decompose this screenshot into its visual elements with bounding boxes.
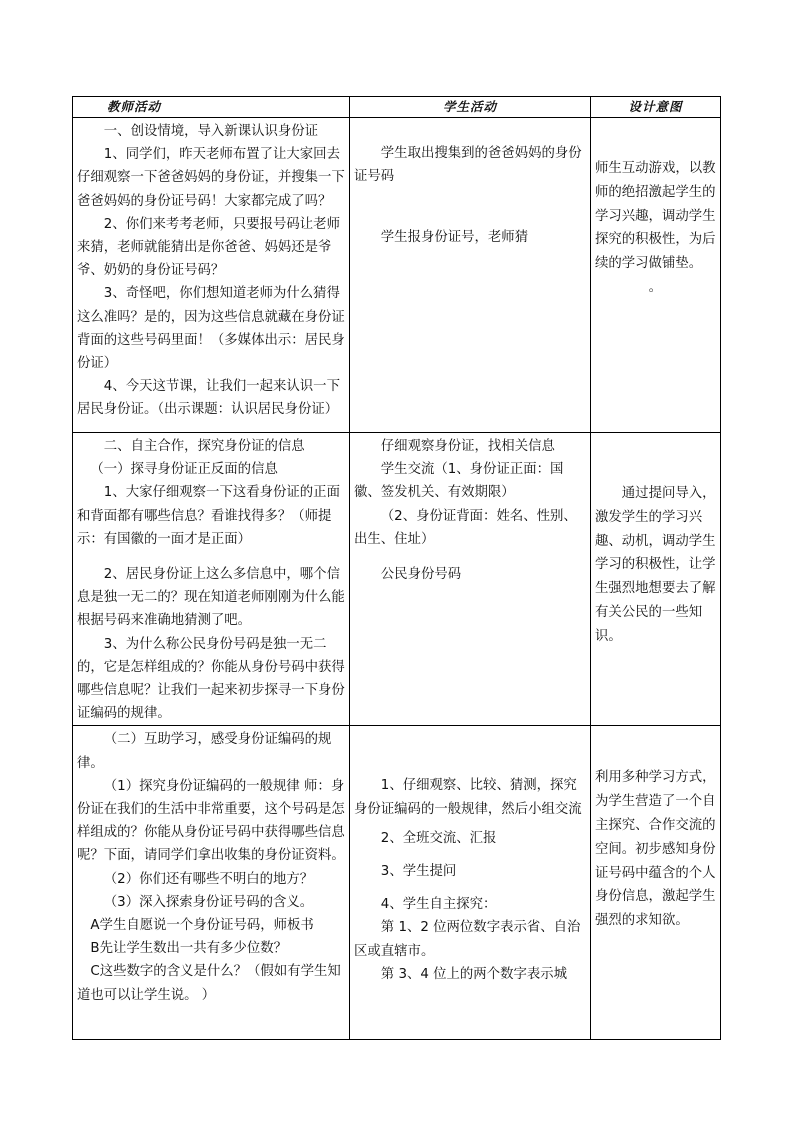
paragraph: 公民身份号码: [380, 567, 462, 583]
student-cell: [350, 118, 591, 433]
intent-cell: [591, 118, 721, 433]
student-cell: [350, 726, 591, 1040]
teacher-cell: [73, 726, 350, 1040]
paragraph: 通过提问导入，激发学生的学习兴趣、动机，调动学生学习的积极性，让学生强烈地想要去了解有关公民的一些知识。: [595, 486, 716, 644]
paragraph: （3）深入探索身份证号码的含义。: [103, 894, 314, 910]
student-cell: [350, 433, 591, 726]
paragraph: 3、奇怪吧，你们想知道老师为什么猜得这么准吗？是的，因为这些信息就藏在身份证背面的这些号码里面！（多媒体出示：居民身份证）: [77, 286, 345, 372]
paragraph: 学生取出搜集到的爸爸妈妈的身份证号码: [354, 146, 582, 185]
header-teacher-activity: 教师活动: [73, 97, 350, 118]
paragraph: 学生报身份证号，老师猜: [380, 230, 529, 246]
table-row: [73, 118, 721, 433]
teacher-cell: [73, 118, 350, 433]
paragraph: A学生自愿说一个身份证号码，师板书: [90, 918, 314, 934]
section-heading: 二、自主合作，探究身份证的信息: [103, 439, 305, 454]
subsection-heading: （一）探寻身份证正反面的信息: [90, 462, 278, 478]
paragraph: 2、你们来考考老师，只要报号码让老师来猜，老师就能猜出是你爸爸、妈妈还是爷爷、奶奶的身份证号码？: [77, 216, 340, 279]
paragraph: C这些数字的含义是什么？（假如有学生知道也可以让学生说。 ）: [77, 964, 341, 1003]
paragraph: 4、学生自主探究：: [380, 897, 497, 913]
paragraph: 3、学生提问: [380, 864, 457, 880]
intent-cell: [591, 726, 721, 1040]
paragraph: 4、今天这节课，让我们一起来认识一下居民身份证。（出示课题：认识居民身份证）: [77, 379, 340, 418]
paragraph: 3、为什么称公民身份号码是独一无二的，它是怎样组成的？你能从身份号码中获得哪些信息呢？让我们一起来初步探寻一下身份证编码的规律。: [77, 636, 345, 722]
paragraph: 利用多种学习方式，为学生营造了一个自主探究、合作交流的空间。初步感知身份证号码中蕴含的个人身份信息，激起学生强烈的求知欲。: [595, 770, 716, 929]
paragraph: 1、同学们，昨天老师布置了让大家回去仔细观察一下爸爸妈妈的身份证，并搜集一下爸爸妈妈的身份证号码！大家都完成了吗？: [77, 147, 345, 209]
paragraph: B先让学生数出一共有多少位数？: [90, 941, 288, 957]
lesson-plan-table: [72, 96, 721, 1040]
table-row: [73, 433, 721, 726]
section-heading: 一、创设情境，导入新课认识身份证: [103, 124, 319, 139]
paragraph: 2、居民身份证上这么多信息中，哪个信息是独一无二的？现在知道老师刚刚为什么能根据号码来准确地猜测了吧。: [77, 567, 345, 629]
paragraph: 1、仔细观察、比较、猜测，探究身份证编码的一般规律，然后小组交流: [354, 778, 582, 817]
paragraph: 第 3、4 位上的两个数字表示城: [380, 966, 568, 982]
paragraph: 。: [648, 279, 662, 295]
teacher-cell: [73, 433, 350, 726]
paragraph: （2、身份证背面：姓名、性别、出生、住址）: [354, 508, 577, 547]
header-student-activity: 学生活动: [350, 97, 591, 118]
header-design-intent: 设计意图: [591, 97, 721, 118]
paragraph: 2、全班交流、汇报: [380, 830, 497, 846]
paragraph: 第 1、2 位两位数字表示省、自治区或直辖市。: [354, 920, 581, 959]
intent-cell: [591, 433, 721, 726]
paragraph: 学生交流（1、身份证正面：国徽、签发机关、有效期限）: [354, 462, 564, 501]
paragraph: 仔细观察身份证，找相关信息: [380, 439, 555, 454]
table-header-row: [73, 97, 721, 118]
paragraph: 师生互动游戏，以教师的绝招激起学生的学习兴趣，调动学生探究的积极性，为后续的学习做铺垫。: [595, 161, 716, 272]
subsection-heading: （二）互助学习，感受身份证编码的规律。: [77, 732, 332, 771]
paragraph: （2）你们还有哪些不明白的地方？: [103, 871, 314, 887]
paragraph: 1、大家仔细观察一下这看身份证的正面和背面都有哪些信息？看谁找得多？（师提示：有国徽的一面才是正面）: [77, 485, 340, 547]
table-row: [73, 726, 721, 1040]
paragraph: （1）探究身份证编码的一般规律 师：身份证在我们的生活中非常重要，这个号码是怎样组成的？你能从身份证号码中获得哪些信息呢？下面，请同学们拿出收集的身份证资料。: [77, 778, 345, 864]
